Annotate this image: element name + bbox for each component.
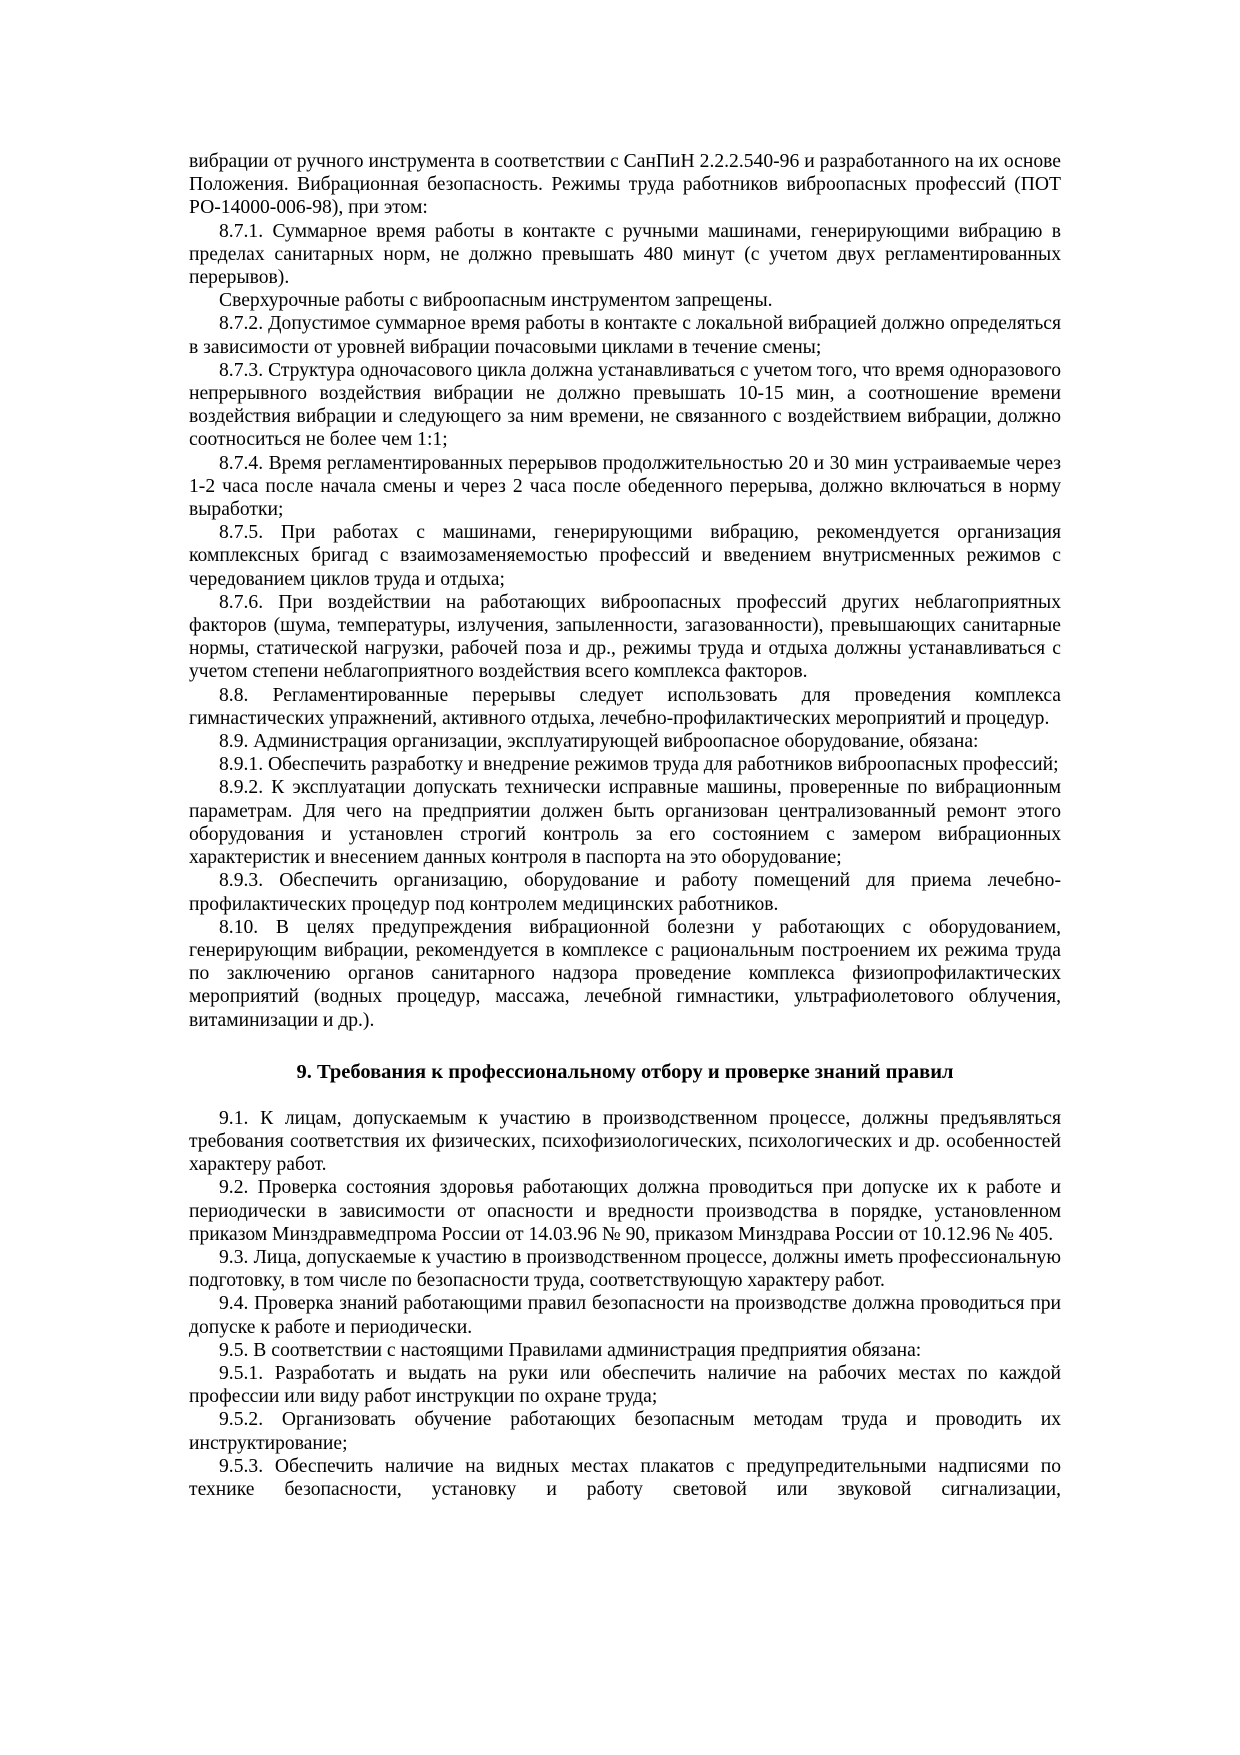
paragraph-8-7-5: 8.7.5. При работах с машинами, генерирующими вибрацию, рекомендуется организация комплексных бригад с взаимозаменяемостью профессий и введением внутрисменных режимов с чередованием циклов труда и отдыха; [189,522,1061,590]
paragraph-9-2: 9.2. Проверка состояния здоровья работающих должна проводиться при допуске их к работе и периодически в зависимости от опасности и вредности производства в порядке, установленном приказом Минздравмедпрома России от 14.03.96 № 90, приказом Минздрава России от 10.12.96 № 405. [189,1177,1061,1245]
paragraph-8-7-1: 8.7.1. Суммарное время работы в контакте с ручными машинами, генерирующими вибрацию в пределах санитарных норм, не должно превышать 480 минут (с учетом двух регламентированных перерывов). [189,220,1061,289]
paragraph-9-5-2: 9.5.2. Организовать обучение работающих безопасным методам труда и проводить их инструктирование; [189,1409,1061,1454]
document-page [189,150,1061,1501]
paragraph-8-9-3: 8.9.3. Обеспечить организацию, оборудование и работу помещений для приема лечебно-профилактических процедур под контролем медицинских работников. [189,870,1061,915]
paragraph-9-1: 9.1. К лицам, допускаемым к участию в производственном процессе, должны предъявляться требования соответствия их физических, психофизиологических, психологических и др. особенностей характеру работ. [189,1107,1061,1176]
paragraph-8-10: 8.10. В целях предупреждения вибрационной болезни у работающих с оборудованием, генерирующим вибрации, рекомендуется в комплексе с рациональным построением их режима труда по заключению органов санитарного надзора проведение комплекса физиопрофилактических мероприятий (водных процедур, массажа, лечебной гимнастики, ультрафиолетового облучения, витаминизации и др.). [189,916,1061,1031]
paragraph-8-7-4: 8.7.4. Время регламентированных перерывов продолжительностью 20 и 30 мин устраиваемые через 1-2 часа после начала смены и через 2 часа после обеденного перерыва, должно включаться в норму выработки; [189,452,1061,521]
paragraph-8-7-3: 8.7.3. Структура одночасового цикла должна устанавливаться с учетом того, что время одноразового непрерывного воздействия вибрации не должно превышать 10-15 мин, а соотношение времени воздействия вибрации и следующего за ним времени, не связанного с воздействием вибрации, должно соотноситься не более чем 1:1; [189,359,1061,451]
section-heading: 9. Требования к профессиональному отбору и проверке знаний правил [296,1060,954,1083]
paragraph-continuation: вибрации от ручного инструмента в соответствии с СанПиН 2.2.2.540-96 и разработанного на их основе Положения. Вибрационная безопасность. Режимы труда работников виброопасных профессий (ПОТ РО-14000-006-98), при этом: [189,151,1061,219]
paragraph-8-8: 8.8. Регламентированные перерывы следует использовать для проведения комплекса гимнастических упражнений, активного отдыха, лечебно-профилактических мероприятий и процедур. [189,684,1061,729]
paragraph-9-4: 9.4. Проверка знаний работающими правил безопасности на производстве должна проводиться при допуске к работе и периодически. [189,1293,1061,1338]
paragraph-9-3: 9.3. Лица, допускаемые к участию в производственном процессе, должны иметь профессиональную подготовку, в том числе по безопасности труда, соответствующую характеру работ. [189,1246,1061,1292]
paragraph-8-7-2: 8.7.2. Допустимое суммарное время работы в контакте с локальной вибрацией должно определяться в зависимости от уровней вибрации почасовыми циклами в течение смены; [189,313,1061,358]
paragraph-9-5: 9.5. В соответствии с настоящими Правилами администрация предприятия обязана: [219,1339,922,1361]
paragraph-overtime: Сверхурочные работы с виброопасным инструментом запрещены. [219,290,773,312]
paragraph-8-9: 8.9. Администрация организации, эксплуатирующей виброопасное оборудование, обязана: [219,731,979,753]
paragraph-9-5-1: 9.5.1. Разработать и выдать на руки или обеспечить наличие на рабочих местах по каждой профессии или виду работ инструкции по охране труда; [189,1362,1061,1408]
paragraph-8-9-2: 8.9.2. К эксплуатации допускать технически исправные машины, проверенные по вибрационным параметрам. Для чего на предприятии должен быть организован централизованный ремонт этого оборудования и установлен строгий контроль за его состоянием с замером вибрационных характеристик и внесением данных контроля в паспорта на это оборудование; [189,777,1061,869]
paragraph-9-5-3: 9.5.3. Обеспечить наличие на видных местах плакатов с предупредительными надписями по технике безопасности, установку и работу световой или звуковой сигнализации, [189,1455,1061,1500]
paragraph-8-7-6: 8.7.6. При воздействии на работающих виброопасных профессий других неблагоприятных факторов (шума, температуры, излучения, запыленности, загазованности), превышающих санитарные нормы, статической нагрузки, рабочей поза и др., режимы труда и отдыха должны устанавливаться с учетом степени неблагоприятного воздействия всего комплекса факторов. [189,591,1061,683]
paragraph-8-9-1: 8.9.1. Обеспечить разработку и внедрение режимов труда для работников виброопасных профессий; [219,754,1059,776]
